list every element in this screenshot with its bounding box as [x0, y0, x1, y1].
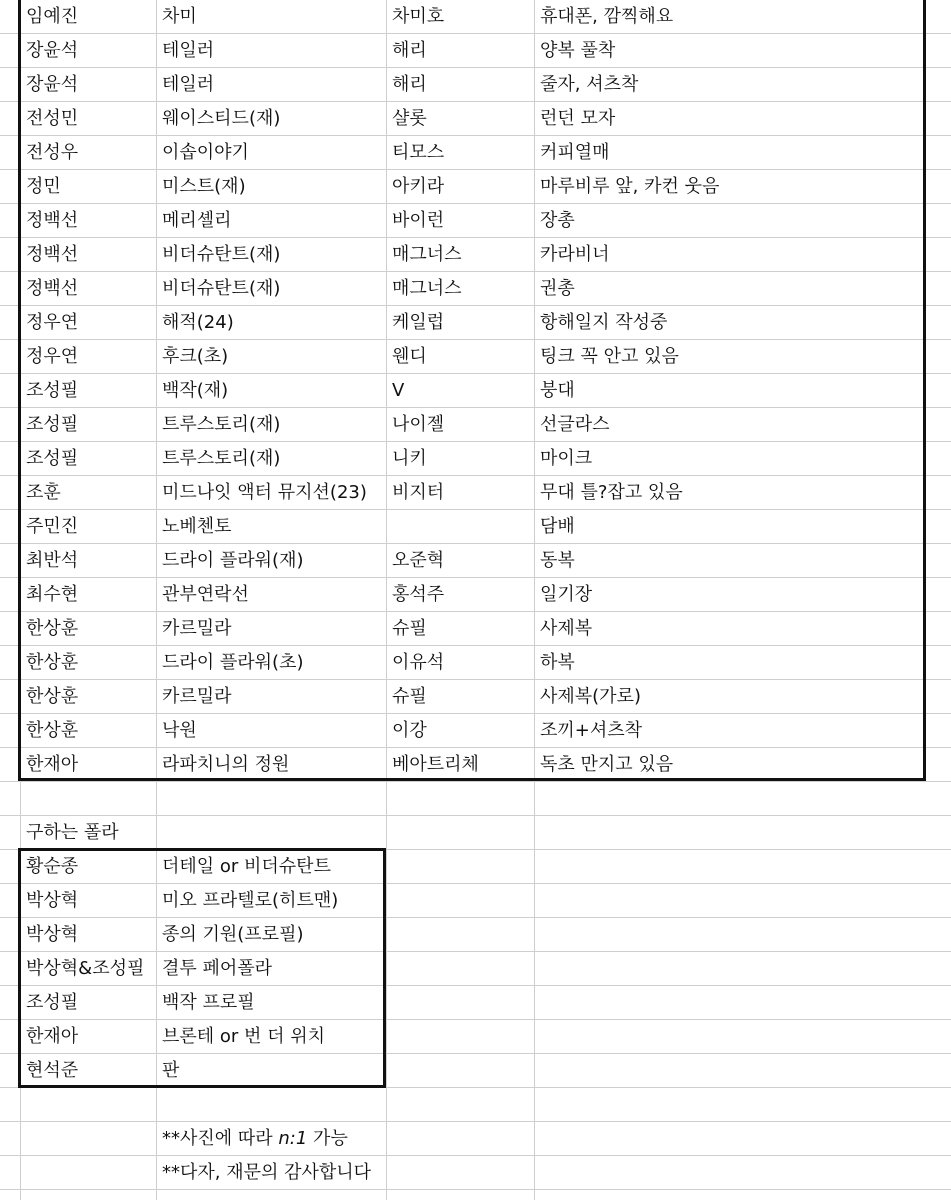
row-gutter-cell[interactable]: [0, 544, 20, 577]
actor-cell[interactable]: 최반석: [26, 550, 79, 571]
role-cell[interactable]: V: [392, 380, 405, 401]
note-row: [0, 1122, 951, 1156]
table-row: [0, 748, 951, 782]
show-cell[interactable]: 낙원: [162, 720, 197, 741]
description-cell[interactable]: 선글라스: [540, 414, 610, 435]
role-cell[interactable]: 해리: [392, 74, 427, 95]
empty-cell[interactable]: [534, 1156, 951, 1189]
empty-cell[interactable]: [156, 1088, 386, 1121]
description-cell[interactable]: 항해일지 작성중: [540, 312, 668, 333]
row-gutter-cell[interactable]: [0, 34, 20, 67]
role-cell[interactable]: 매그너스: [392, 244, 462, 265]
table-row: [0, 170, 951, 204]
empty-cell[interactable]: [534, 986, 951, 1019]
table-row: [0, 34, 951, 68]
show-cell[interactable]: 카르밀라: [162, 618, 232, 639]
empty-cell[interactable]: [534, 1122, 951, 1155]
description-cell[interactable]: 권총: [540, 278, 575, 299]
description-cell[interactable]: 사제복(가로): [540, 686, 641, 707]
actor-cell[interactable]: 조성필: [26, 414, 79, 435]
row-gutter-cell[interactable]: [0, 476, 20, 509]
show-cell[interactable]: 비더슈탄트(재): [162, 244, 281, 265]
table-row: [0, 136, 951, 170]
role-cell[interactable]: 해리: [392, 40, 427, 61]
role-cell[interactable]: 케일럽: [392, 312, 445, 333]
row-gutter-cell[interactable]: [0, 408, 20, 441]
description-cell[interactable]: 무대 틀?잡고 있음: [540, 482, 683, 503]
row-gutter-cell[interactable]: [0, 952, 20, 985]
actor-cell[interactable]: 정백선: [26, 278, 79, 299]
row-gutter-cell[interactable]: [0, 238, 20, 271]
row-gutter-cell[interactable]: [0, 578, 20, 611]
show-cell[interactable]: 테일러: [162, 40, 215, 61]
empty-cell[interactable]: [386, 850, 534, 883]
role-cell[interactable]: 베아트리체: [392, 754, 479, 775]
actor-cell[interactable]: 한상훈: [26, 652, 79, 673]
wanted-row: [0, 952, 951, 986]
row-gutter-cell[interactable]: [0, 1122, 20, 1155]
empty-cell[interactable]: [534, 1054, 951, 1087]
table-row: [0, 578, 951, 612]
show-cell[interactable]: 웨이스티드(재): [162, 108, 281, 129]
role-cell[interactable]: 슈필: [392, 686, 427, 707]
actor-cell[interactable]: 정민: [26, 176, 61, 197]
empty-row: [0, 782, 951, 816]
show-cell[interactable]: 노베첸토: [162, 516, 232, 537]
description-cell[interactable]: 마루비루 앞, 카컨 웃음: [540, 176, 720, 197]
description-cell[interactable]: 마이크: [540, 448, 593, 469]
note-text: **사진에 따라: [162, 1128, 279, 1149]
table-row: [0, 340, 951, 374]
empty-cell[interactable]: [386, 1088, 534, 1121]
row-gutter-cell[interactable]: [0, 0, 20, 33]
role-cell[interactable]: 이유석: [392, 652, 445, 673]
row-gutter-cell[interactable]: [0, 102, 20, 135]
role-cell[interactable]: 웬디: [392, 346, 427, 367]
show-cell[interactable]: 카르밀라: [162, 686, 232, 707]
description-cell[interactable]: 하복: [540, 652, 575, 673]
wanted-row: [0, 1054, 951, 1088]
row-gutter-cell[interactable]: [0, 714, 20, 747]
description-cell[interactable]: 커피열매: [540, 142, 610, 163]
wanted-row: [0, 986, 951, 1020]
row-gutter-cell[interactable]: [0, 68, 20, 101]
wanted-actor-cell[interactable]: 박상혁: [26, 924, 79, 945]
table-row: [0, 442, 951, 476]
role-cell[interactable]: [386, 510, 534, 543]
table-row: [0, 272, 951, 306]
row-gutter-cell[interactable]: [0, 850, 20, 883]
table-row: [0, 204, 951, 238]
empty-cell[interactable]: [386, 1122, 534, 1155]
wanted-title-cell[interactable]: 구하는 폴라: [26, 822, 119, 843]
table-row: [0, 510, 951, 544]
wanted-title-row: [0, 816, 951, 850]
role-cell[interactable]: 나이젤: [392, 414, 445, 435]
empty-cell[interactable]: [534, 782, 951, 815]
show-cell[interactable]: 테일러: [162, 74, 215, 95]
empty-cell[interactable]: [386, 782, 534, 815]
wanted-item-cell[interactable]: 미오 프라텔로(히트맨): [162, 890, 339, 911]
row-gutter-cell[interactable]: [0, 510, 20, 543]
table-row: [0, 374, 951, 408]
description-cell[interactable]: 동복: [540, 550, 575, 571]
role-cell[interactable]: 매그너스: [392, 278, 462, 299]
show-cell[interactable]: 비더슈탄트(재): [162, 278, 281, 299]
actor-cell[interactable]: 주민진: [26, 516, 79, 537]
row-gutter-cell[interactable]: [0, 884, 20, 917]
description-cell[interactable]: 휴대폰, 깜찍해요: [540, 6, 674, 27]
role-cell[interactable]: 아키라: [392, 176, 445, 197]
empty-cell[interactable]: [534, 952, 951, 985]
empty-cell[interactable]: [534, 850, 951, 883]
note-row: [0, 1156, 951, 1190]
wanted-actor-cell[interactable]: 조성필: [26, 992, 79, 1013]
description-cell[interactable]: 붕대: [540, 380, 575, 401]
empty-cell[interactable]: [386, 952, 534, 985]
actor-cell[interactable]: 조성필: [26, 448, 79, 469]
row-gutter-cell[interactable]: [0, 782, 20, 815]
actor-cell[interactable]: 한재아: [26, 754, 79, 775]
empty-cell[interactable]: [534, 816, 951, 849]
row-gutter-cell[interactable]: [0, 646, 20, 679]
row-gutter-cell[interactable]: [0, 680, 20, 713]
row-gutter-cell[interactable]: [0, 442, 20, 475]
description-cell[interactable]: 담배: [540, 516, 575, 537]
empty-cell[interactable]: [156, 816, 386, 849]
wanted-row: [0, 918, 951, 952]
wanted-item-cell[interactable]: 백작 프로필: [162, 992, 255, 1013]
role-cell[interactable]: 오준혁: [392, 550, 445, 571]
actor-cell[interactable]: 조훈: [26, 482, 61, 503]
empty-cell[interactable]: [156, 782, 386, 815]
note-text: 가능: [307, 1128, 348, 1149]
table-row: [0, 238, 951, 272]
row-gutter-cell[interactable]: [0, 1156, 20, 1189]
empty-cell[interactable]: [386, 1054, 534, 1087]
empty-cell[interactable]: [386, 816, 534, 849]
role-cell[interactable]: 바이런: [392, 210, 445, 231]
empty-cell[interactable]: [534, 884, 951, 917]
empty-cell[interactable]: [386, 1020, 534, 1053]
show-cell[interactable]: 라파치니의 정원: [162, 754, 290, 775]
wanted-actor-cell[interactable]: 황순종: [26, 856, 79, 877]
wanted-actor-cell[interactable]: 박상혁&조성필: [26, 958, 145, 979]
wanted-row: [0, 1020, 951, 1054]
table-row: [0, 102, 951, 136]
actor-cell[interactable]: 장윤석: [26, 74, 79, 95]
show-cell[interactable]: 미드나잇 액터 뮤지션(23): [162, 482, 367, 503]
wanted-item-cell[interactable]: 브론테 or 번 더 위치: [162, 1026, 326, 1047]
description-cell[interactable]: 카라비너: [540, 244, 610, 265]
description-cell[interactable]: 런던 모자: [540, 108, 616, 129]
note-cell[interactable]: [156, 1122, 386, 1155]
wanted-actor-cell[interactable]: 한재아: [26, 1026, 79, 1047]
show-cell[interactable]: 후크(초): [162, 346, 229, 367]
table-row: [0, 68, 951, 102]
table-row: [0, 476, 951, 510]
empty-cell[interactable]: [386, 1156, 534, 1189]
show-cell[interactable]: 메리셸리: [162, 210, 232, 231]
role-cell[interactable]: 비지터: [392, 482, 445, 503]
table-row: [0, 612, 951, 646]
table-row: [0, 544, 951, 578]
row-gutter-cell[interactable]: [0, 1020, 20, 1053]
empty-cell[interactable]: [20, 1156, 156, 1189]
row-gutter-cell[interactable]: [0, 374, 20, 407]
row-gutter-cell[interactable]: [0, 918, 20, 951]
empty-cell[interactable]: [534, 918, 951, 951]
row-gutter-cell[interactable]: [0, 204, 20, 237]
description-cell[interactable]: 사제복: [540, 618, 593, 639]
actor-cell[interactable]: 한상훈: [26, 618, 79, 639]
note-ratio-text: n:1: [278, 1128, 308, 1149]
actor-cell[interactable]: 한상훈: [26, 720, 79, 741]
row-gutter-cell[interactable]: [0, 816, 20, 849]
actor-cell[interactable]: 정우연: [26, 346, 79, 367]
description-cell[interactable]: 줄자, 셔츠착: [540, 74, 639, 95]
wanted-actor-cell[interactable]: 현석준: [26, 1060, 79, 1081]
description-cell[interactable]: 팅크 꼭 안고 있음: [540, 346, 679, 367]
wanted-actor-cell[interactable]: 박상혁: [26, 890, 79, 911]
role-cell[interactable]: 이강: [392, 720, 427, 741]
actor-cell[interactable]: 한상훈: [26, 686, 79, 707]
show-cell[interactable]: 미스트(재): [162, 176, 246, 197]
description-cell[interactable]: 양복 풀착: [540, 40, 616, 61]
table-row: [0, 0, 951, 34]
actor-cell[interactable]: 전성우: [26, 142, 79, 163]
role-cell[interactable]: 차미호: [392, 6, 445, 27]
empty-cell[interactable]: [386, 884, 534, 917]
table-row: [0, 408, 951, 442]
description-cell[interactable]: 조끼+셔츠착: [540, 720, 643, 741]
table-row: [0, 646, 951, 680]
wanted-row: [0, 884, 951, 918]
empty-cell[interactable]: [386, 918, 534, 951]
show-cell[interactable]: 트루스토리(재): [162, 448, 281, 469]
row-gutter-cell[interactable]: [0, 1088, 20, 1121]
show-cell[interactable]: 드라이 플라워(초): [162, 652, 304, 673]
show-cell[interactable]: 드라이 플라워(재): [162, 550, 304, 571]
wanted-row: [0, 850, 951, 884]
show-cell[interactable]: 차미: [162, 6, 197, 27]
empty-row: [0, 1088, 951, 1122]
show-cell[interactable]: 이솝이야기: [162, 142, 249, 163]
role-cell[interactable]: 슈필: [392, 618, 427, 639]
description-cell[interactable]: 독초 만지고 있음: [540, 754, 674, 775]
wanted-item-cell[interactable]: 종의 기원(프로필): [162, 924, 304, 945]
wanted-item-cell[interactable]: 결투 페어폴라: [162, 958, 273, 979]
role-cell[interactable]: 샬롯: [392, 108, 427, 129]
row-gutter-cell[interactable]: [0, 340, 20, 373]
row-gutter-cell[interactable]: [0, 1054, 20, 1087]
empty-cell[interactable]: [20, 782, 156, 815]
actor-cell[interactable]: 임예진: [26, 6, 79, 27]
empty-cell[interactable]: [20, 1088, 156, 1121]
role-cell[interactable]: 티모스: [392, 142, 445, 163]
table-row: [0, 306, 951, 340]
show-cell[interactable]: 트루스토리(재): [162, 414, 281, 435]
empty-cell[interactable]: [534, 1088, 951, 1121]
empty-cell[interactable]: [534, 1020, 951, 1053]
row-gutter-cell[interactable]: [0, 748, 20, 781]
wanted-item-cell[interactable]: 판: [162, 1060, 180, 1081]
empty-cell[interactable]: [20, 1122, 156, 1155]
table-row: [0, 714, 951, 748]
actor-cell[interactable]: 전성민: [26, 108, 79, 129]
actor-cell[interactable]: 정백선: [26, 210, 79, 231]
description-cell[interactable]: 장총: [540, 210, 575, 231]
note-cell[interactable]: **다자, 재문의 감사합니다: [162, 1162, 372, 1183]
description-cell[interactable]: 일기장: [540, 584, 593, 605]
empty-cell[interactable]: [386, 986, 534, 1019]
wanted-item-cell[interactable]: 더테일 or 비더슈탄트: [162, 856, 331, 877]
row-gutter-cell[interactable]: [0, 170, 20, 203]
show-cell[interactable]: 관부연락선: [162, 584, 249, 605]
row-gutter-cell[interactable]: [0, 272, 20, 305]
show-cell[interactable]: 해적(24): [162, 312, 234, 333]
actor-cell[interactable]: 정우연: [26, 312, 79, 333]
row-gutter-cell[interactable]: [0, 306, 20, 339]
role-cell[interactable]: 니키: [392, 448, 427, 469]
show-cell[interactable]: 백작(재): [162, 380, 229, 401]
row-gutter-cell[interactable]: [0, 136, 20, 169]
role-cell[interactable]: 홍석주: [392, 584, 445, 605]
actor-cell[interactable]: 최수현: [26, 584, 79, 605]
actor-cell[interactable]: 조성필: [26, 380, 79, 401]
actor-cell[interactable]: 장윤석: [26, 40, 79, 61]
table-row: [0, 680, 951, 714]
row-gutter-cell[interactable]: [0, 986, 20, 1019]
actor-cell[interactable]: 정백선: [26, 244, 79, 265]
row-gutter-cell[interactable]: [0, 612, 20, 645]
